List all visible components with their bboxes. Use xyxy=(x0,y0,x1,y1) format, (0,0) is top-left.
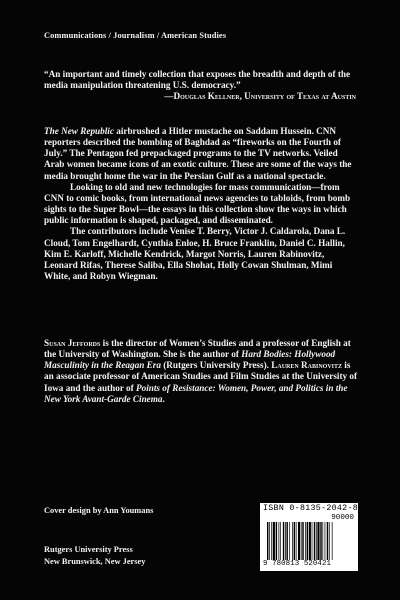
barcode-bar xyxy=(305,522,306,560)
isbn-barcode-block xyxy=(260,503,358,571)
barcode-bar xyxy=(317,522,319,560)
bio-text-1b: (Rutgers University Press). xyxy=(160,360,272,371)
isbn-number: ISBN 0-8135-2042-8 xyxy=(263,504,359,513)
barcode-bar xyxy=(327,522,328,560)
book-description xyxy=(44,126,358,282)
description-paragraph-1 xyxy=(44,126,358,182)
attribution-affiliation: University of Texas at Austin xyxy=(244,91,356,102)
endorsement-quote xyxy=(44,69,356,103)
barcode-bar xyxy=(286,522,287,560)
barcode-bar xyxy=(276,522,277,560)
attribution-name: Douglas Kellner xyxy=(173,91,240,102)
barcode-bar xyxy=(296,522,297,560)
bio-text-1a: is the director of Women’s Studies and a professor of English at the University of Washington. She is the author of xyxy=(44,338,351,360)
barcode-bar xyxy=(314,522,315,560)
publisher-info xyxy=(44,544,145,569)
barcode-bar xyxy=(320,522,321,560)
editor-name-1: Susan Jeffords xyxy=(44,338,101,348)
editor-name-2: Lauren Rabinovitz xyxy=(271,360,342,371)
barcode-bar xyxy=(309,522,311,560)
barcode-bar xyxy=(271,522,272,560)
barcode-bar xyxy=(329,522,330,560)
contributors-paragraph: The contributors include Venise T. Berry, Victor J. Caldarola, Dana L. Cloud, Tom Engelhardt, Cynthia Enloe, H. Bruce Franklin, Daniel C. Hallin, Kim E. Karloff, Michelle Kendrick, Margot Norris, Lauren Rabinovitz, Leonard Rifas, Therese Saliba, Ella Shohat, Holly Cowan Shulman, Mimi White, and Robyn Wiegman. xyxy=(44,226,346,282)
barcode-bar xyxy=(289,522,290,560)
barcode-bar xyxy=(298,522,300,560)
bio-text-2a: is an associate professor of American Studies and Film Studies at the University of Iowa and the author of xyxy=(44,360,358,393)
attribution-dash: — xyxy=(164,91,174,102)
editor-bios xyxy=(44,338,358,405)
ean-number: 9 780813 520421 xyxy=(263,560,332,568)
attribution-separator: , xyxy=(239,91,245,102)
barcode-bar xyxy=(292,522,293,560)
barcode-bar xyxy=(307,522,308,560)
barcode-bar xyxy=(301,522,302,560)
barcode-bar xyxy=(269,522,270,560)
barcode-bar xyxy=(285,522,286,560)
cover-design-credit: Cover design by Ann Youmans xyxy=(44,506,154,515)
barcode-bar xyxy=(325,522,326,560)
barcode-bar xyxy=(279,522,280,560)
description-paragraph-2: Looking to old and new technologies for mass communication—from CNN to comic books, from international news agencies to tabloids, from bomb sights to the Super Bowl—the essays in this collection show the ways in which public information is shaped, packaged, and disseminated. xyxy=(44,181,351,226)
book-title-2: Points of Resistance: Women, Power, and Politics in the New York Avant-Garde Cinema xyxy=(44,382,348,404)
barcode-bar xyxy=(280,522,281,560)
bio-paragraph xyxy=(44,338,358,405)
paragraph-1-text: airbrushed a Hitler mustache on Saddam Hussein. CNN reporters described the bombing of Baghdad as “fireworks on the Fourth of July.” The Pentagon fed prepackaged programs to the TV networks. Veiled Arab women became icons of an exotic culture. These are some of the ways the media brought home the war in the Persian Gulf as a national spectacle. xyxy=(44,126,352,181)
barcode-bar xyxy=(273,522,275,560)
barcode-bar xyxy=(332,522,333,560)
barcode-bar xyxy=(267,522,268,560)
barcode-bar xyxy=(302,522,303,560)
barcode-bar xyxy=(294,522,295,560)
quote-text: “An important and timely collection that exposes the breadth and depth of the media manipulation threatening U.S. democracy.” xyxy=(44,69,351,91)
barcode-bar xyxy=(312,522,313,560)
price-code: 90000 xyxy=(331,514,354,522)
publisher-location: New Brunswick, New Jersey xyxy=(44,557,146,567)
quote-attribution xyxy=(44,91,356,102)
publisher-name: Rutgers University Press xyxy=(44,545,133,554)
bio-text-2b: . xyxy=(162,393,165,404)
barcode-bar xyxy=(283,522,284,560)
barcode-bar xyxy=(322,522,323,560)
book-title-1: Hard Bodies: Hollywood Masculinity in the Reagan Era xyxy=(44,349,336,371)
barcode-bar xyxy=(316,522,317,560)
barcode-bars xyxy=(266,522,352,560)
publication-title: The New Republic xyxy=(44,126,114,136)
subject-category: Communications / Journalism / American Studies xyxy=(44,31,227,40)
